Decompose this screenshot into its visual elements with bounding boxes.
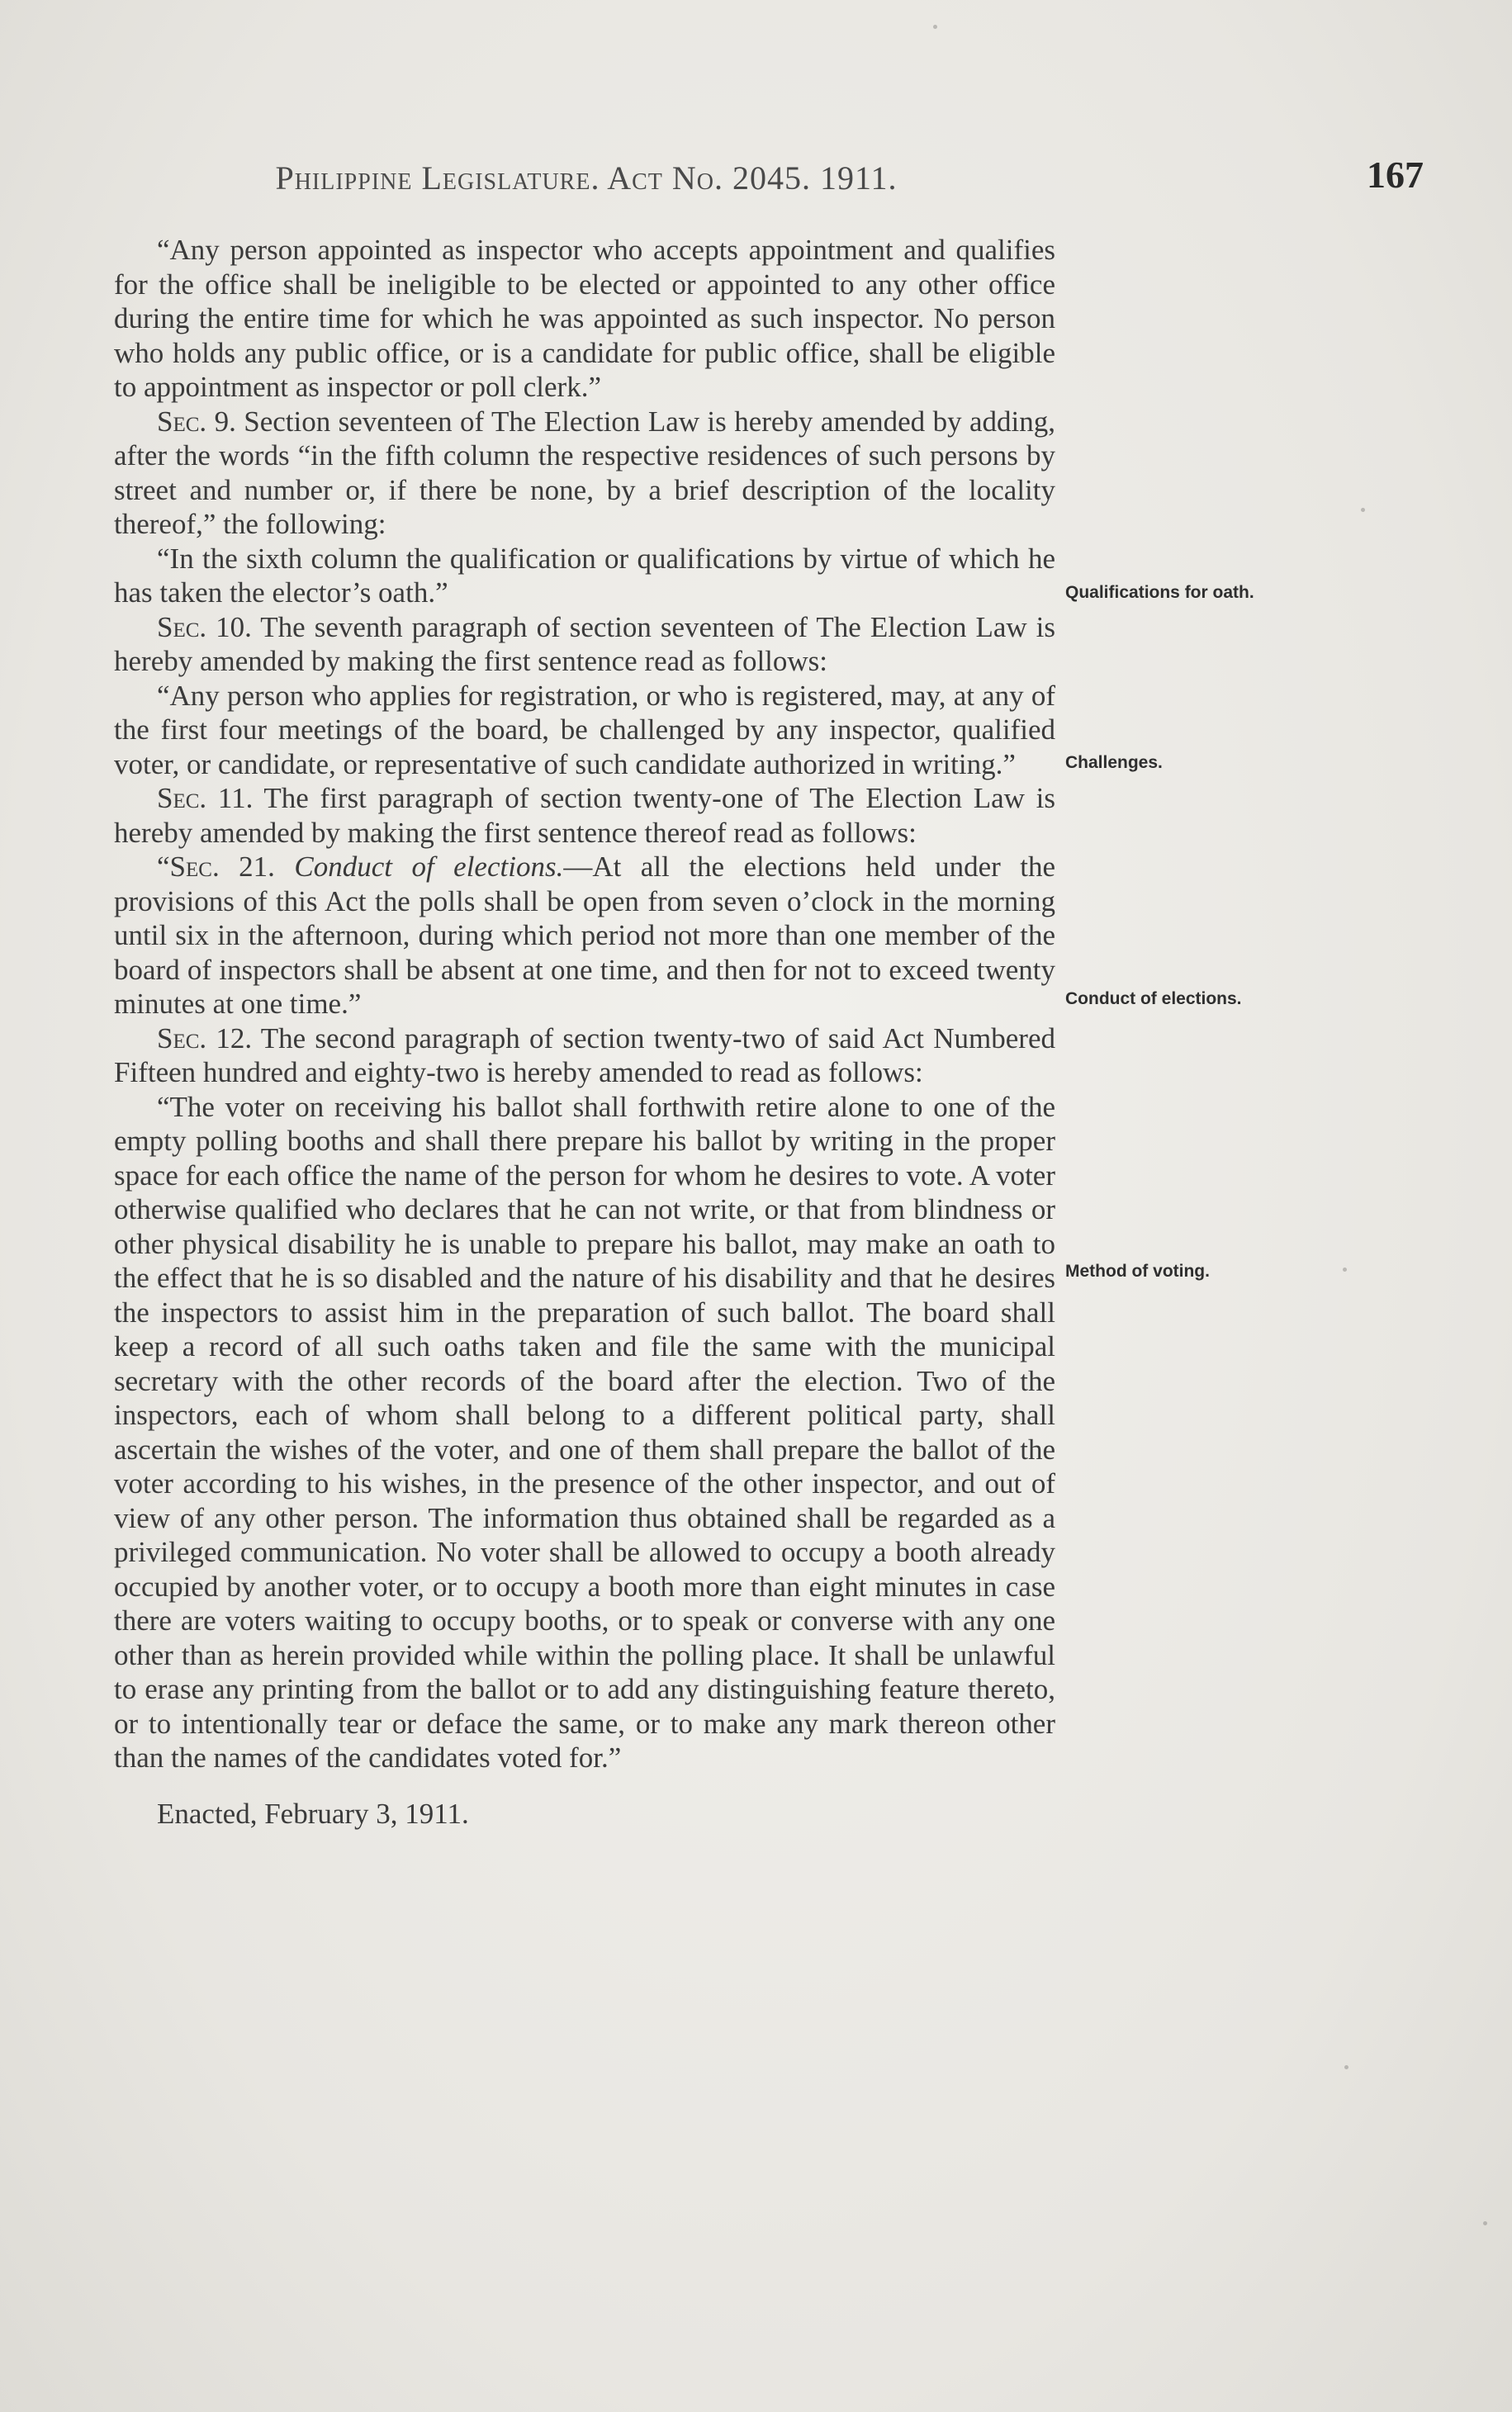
margin-note-method: Method of voting. xyxy=(1065,1262,1210,1281)
section-10-label: Sec. 10. xyxy=(157,610,252,643)
section-11 xyxy=(114,781,1055,850)
section-12 xyxy=(114,1021,1055,1090)
page-number: 167 xyxy=(1367,154,1424,196)
enacted-date: Enacted, February 3, 1911. xyxy=(157,1797,469,1830)
paragraph-inspector-eligibility: “Any person appointed as inspector who accepts appointment and qualifies for the office shall be ineligible to be elected or appointed to any other office during the entire time for which he was appointed as such inspector. No person who holds any public office, or is a candidate for public office, shall be eligible to appointment as inspector or poll clerk.” xyxy=(114,234,1055,403)
paragraph-sixth-column: “In the sixth column the qualification or qualifications by virtue of which he has taken the elector’s oath.” xyxy=(114,542,1055,609)
section-21-open-quote: “ xyxy=(157,851,170,883)
section-21-label: Sec. 21. xyxy=(169,851,275,883)
margin-note-conduct: Conduct of elections. xyxy=(1065,989,1242,1008)
section-12-label: Sec. 12. xyxy=(157,1021,253,1054)
section-11-label: Sec. 11. xyxy=(157,782,254,814)
section-21-quoted xyxy=(114,850,1055,1021)
paper-speck xyxy=(1361,508,1365,512)
section-21-text: —At all the elections held under the provisions of this Act the polls shall be open from seven o’clock in the morning until six in the afternoon, during which period not more than one member of the board of inspectors shall be absent at one time, and then for not to exceed twenty minutes at one time.” xyxy=(114,851,1055,1020)
paragraph-method-of-voting: “The voter on receiving his ballot shall forthwith retire alone to one of the empty polling booths and shall there prepare his ballot by writing in the proper space for each office the name of the person for whom he desires to vote. A voter otherwise qualified who declares that he can not write, or that from blindness or other physical disability he is unable to prepare his ballot, may make an oath to the effect that he is so disabled and the nature of his disability and that he desires the inspectors to assist him in the preparation of such ballot. The board shall keep a record of all such oaths taken and file the same with the municipal secretary with the other records of the board after the election. Two of the inspectors, each of whom shall belong to a different political party, shall ascertain the wishes of the voter, and one of them shall prepare the ballot of the voter according to his wishes, in the presence of the other inspector, and out of view of any other person. The information thus obtained shall be regarded as a privileged communication. No voter shall be allowed to occupy a booth already occupied by another voter, or to occupy a booth more than eight minutes in case there are voters waiting to occupy booths, or to speak or converse with any one other than as herein provided while within the polling place. It shall be unlawful to erase any printing from the ballot or to add any distinguishing feature thereto, or to intentionally tear or deface the same, or to make any mark thereon other than the names of the candidates voted for.” xyxy=(114,1090,1055,1774)
section-9 xyxy=(114,405,1055,542)
running-head: Philippine Legislature. Act No. 2045. 1911. xyxy=(275,159,898,197)
section-11-text: The first paragraph of section twenty-one of The Election Law is hereby amended by making the first sentence thereof read as follows: xyxy=(114,782,1055,849)
section-12-text: The second paragraph of section twenty-two of said Act Numbered Fifteen hundred and eighty-two is hereby amended to read as follows: xyxy=(114,1021,1055,1088)
margin-note-qualifications: Qualifications for oath. xyxy=(1065,583,1254,602)
body-text xyxy=(114,233,1055,1831)
section-21-title: Conduct of elections. xyxy=(294,851,564,883)
paragraph-challenges: “Any person who applies for registration, or who is registered, may, at any of the first four meetings of the board, be challenged by any inspector, qualified voter, or candidate, or representative of such candidate authorized in writing.” xyxy=(114,679,1055,780)
paper-speck xyxy=(1483,2221,1487,2225)
section-9-text: Section seventeen of The Election Law is hereby amended by adding, after the words “in the fifth column the respective residences of such persons by street and number or, if there be none, by a brief description of the locality thereof,” the following: xyxy=(114,405,1055,540)
section-9-label: Sec. 9. xyxy=(157,405,236,438)
section-10-text: The seventh paragraph of section seventeen of The Election Law is hereby amended by making the first sentence read as follows: xyxy=(114,610,1055,677)
paper-speck xyxy=(933,25,937,29)
margin-note-challenges: Challenges. xyxy=(1065,753,1163,772)
paper-speck xyxy=(1344,2065,1348,2069)
paper-speck xyxy=(1343,1268,1347,1272)
section-10 xyxy=(114,610,1055,679)
